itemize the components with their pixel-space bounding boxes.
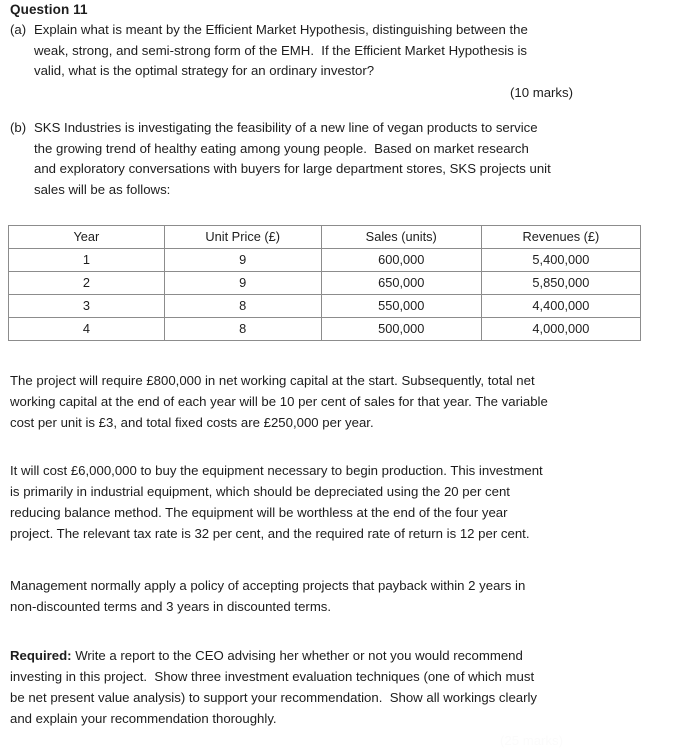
part-a-line-1: Explain what is meant by the Efficient Market Hypothesis, distinguishing between the xyxy=(34,22,528,37)
cell-year: 4 xyxy=(9,318,165,341)
question-part-a xyxy=(10,20,650,82)
cell-unit-price: 8 xyxy=(164,295,321,318)
part-a-marks: (10 marks) xyxy=(510,85,574,100)
table-header-sales: Sales (units) xyxy=(321,226,481,249)
payback-line-2: non-discounted terms and 3 years in discounted terms. xyxy=(10,599,332,614)
cell-year: 3 xyxy=(9,295,165,318)
equipment-line-1: It will cost £6,000,000 to buy the equipment necessary to begin production. This investment xyxy=(10,463,543,478)
table-header-row xyxy=(9,226,641,249)
working-capital-line-2: working capital at the end of each year will be 10 per cent of sales for that year. The variable xyxy=(10,394,548,409)
table-row xyxy=(9,295,641,318)
paragraph-equipment xyxy=(10,460,652,544)
table-header-revenues: Revenues (£) xyxy=(481,226,640,249)
part-b-line-2: the growing trend of healthy eating among young people. Based on market research xyxy=(34,140,529,156)
equipment-line-4: project. The relevant tax rate is 32 per cent, and the required rate of return is 12 per cent. xyxy=(10,526,530,541)
required-line-1-rest: Write a report to the CEO advising her whether or not you would recommend xyxy=(71,648,523,663)
part-a-marker: (a) xyxy=(10,22,27,37)
cell-sales: 600,000 xyxy=(321,249,481,272)
equipment-line-2: is primarily in industrial equipment, which should be depreciated using the 20 per cent xyxy=(10,484,510,499)
part-b-text xyxy=(34,118,650,200)
question-part-b xyxy=(10,118,650,200)
cell-year: 2 xyxy=(9,272,165,295)
part-b-line-4: sales will be as follows: xyxy=(34,181,171,197)
clipped-marks-footer: (25 marks) xyxy=(500,733,564,748)
table-row xyxy=(9,318,641,341)
paragraph-required xyxy=(10,645,652,729)
required-line-4: and explain your recommendation thoroughly. xyxy=(10,711,277,726)
cell-sales: 500,000 xyxy=(321,318,481,341)
table-row xyxy=(9,272,641,295)
cell-sales: 650,000 xyxy=(321,272,481,295)
cell-unit-price: 9 xyxy=(164,249,321,272)
part-a-line-3: valid, what is the optimal strategy for an ordinary investor? xyxy=(34,63,375,78)
paragraph-working-capital xyxy=(10,370,652,433)
part-b-line-3: and exploratory conversations with buyers for large department stores, SKS projects unit xyxy=(34,161,551,176)
paragraph-payback-policy xyxy=(10,575,652,617)
cell-revenues: 5,850,000 xyxy=(481,272,640,295)
cell-revenues: 5,400,000 xyxy=(481,249,640,272)
required-line-1 xyxy=(10,645,652,666)
part-a-text xyxy=(34,20,650,82)
working-capital-line-1: The project will require £800,000 in net working capital at the start. Subsequently, total net xyxy=(10,373,535,388)
required-line-2: investing in this project. Show three investment evaluation techniques (one of which must xyxy=(10,669,535,684)
page-title: Question 11 xyxy=(10,2,88,17)
equipment-line-3: reducing balance method. The equipment will be worthless at the end of the four year xyxy=(10,505,508,520)
table-header-year: Year xyxy=(9,226,165,249)
part-a-line-2: weak, strong, and semi-strong form of the EMH. If the Efficient Market Hypothesis is xyxy=(34,42,528,58)
table-row xyxy=(9,249,641,272)
part-b-marker: (b) xyxy=(10,120,27,135)
payback-line-1: Management normally apply a policy of accepting projects that payback within 2 years in xyxy=(10,578,526,593)
cell-revenues: 4,000,000 xyxy=(481,318,640,341)
required-line-3: be net present value analysis) to support your recommendation. Show all workings clearly xyxy=(10,690,538,705)
part-b-line-1: SKS Industries is investigating the feasibility of a new line of vegan products to service xyxy=(34,120,538,135)
working-capital-line-3: cost per unit is £3, and total fixed costs are £250,000 per year. xyxy=(10,415,374,430)
cell-year: 1 xyxy=(9,249,165,272)
cell-unit-price: 8 xyxy=(164,318,321,341)
required-label: Required: xyxy=(10,648,72,663)
cell-revenues: 4,400,000 xyxy=(481,295,640,318)
cell-sales: 550,000 xyxy=(321,295,481,318)
table-header-unit-price: Unit Price (£) xyxy=(164,226,321,249)
cell-unit-price: 9 xyxy=(164,272,321,295)
sales-projection-table xyxy=(8,225,641,341)
